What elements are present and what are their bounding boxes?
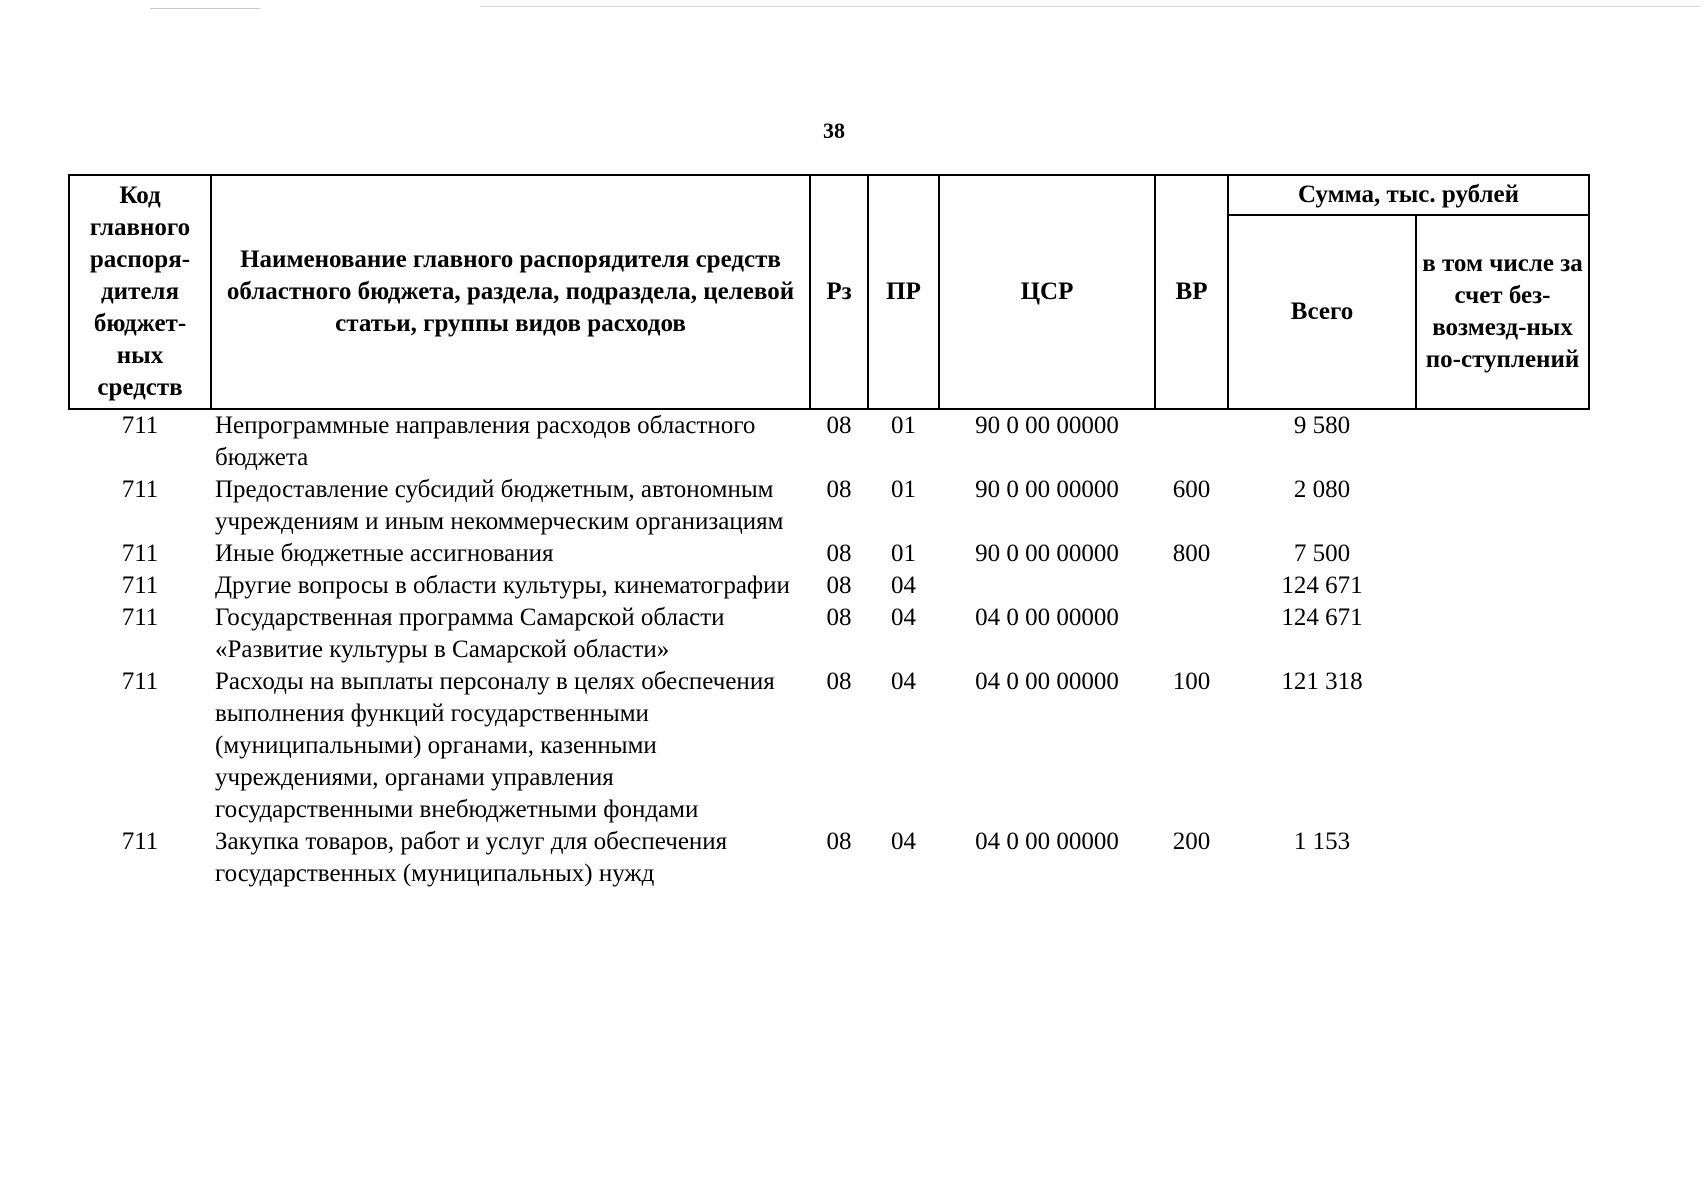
table-row — [69, 538, 1589, 570]
cell-vr: 800 — [1172, 540, 1211, 567]
header-csr: ЦСР — [939, 175, 1155, 409]
cell-pr: 04 — [891, 572, 916, 599]
cell-free — [1416, 538, 1589, 570]
cell-pr: 01 — [891, 476, 916, 503]
cell-free — [1416, 474, 1589, 538]
cell-free — [1416, 666, 1589, 826]
cell-vr: 600 — [1172, 476, 1211, 503]
cell-free — [1416, 570, 1589, 602]
cell-csr: 90 0 00 00000 — [975, 412, 1119, 439]
cell-code: 711 — [121, 668, 159, 695]
cell-rz: 08 — [826, 540, 852, 567]
cell-name: Расходы на выплаты персоналу в целях обеспечения выполнения функций государственными (муниципальными) органами, казенными учреждениями, органами управления государственными внебюджетными фондами — [215, 668, 775, 823]
scan-artifact-line — [150, 8, 260, 9]
table-row — [69, 570, 1589, 602]
header-pr: ПР — [868, 175, 939, 409]
header-total: Всего — [1228, 215, 1416, 409]
cell-csr: 04 0 00 00000 — [975, 828, 1119, 855]
table-header — [69, 175, 1589, 409]
cell-vr — [1155, 570, 1228, 602]
budget-table — [68, 174, 1590, 890]
cell-vr: 200 — [1172, 828, 1211, 855]
header-code: Код главного распоря-дителя бюджет-ных средств — [69, 175, 211, 409]
cell-name: Непрограммные направления расходов областного бюджета — [215, 412, 756, 471]
header-name: Наименование главного распорядителя средств областного бюджета, раздела, подраздела, целевой статьи, группы видов расходов — [211, 175, 810, 409]
header-free: в том числе за счет без-возмезд-ных по-ступлений — [1416, 215, 1589, 409]
header-rz: Рз — [810, 175, 868, 409]
cell-csr: 90 0 00 00000 — [975, 540, 1119, 567]
header-sum: Сумма, тыс. рублей — [1228, 175, 1589, 215]
cell-total: 9 580 — [1293, 412, 1351, 439]
cell-code: 711 — [121, 412, 159, 439]
cell-total: 124 671 — [1281, 604, 1363, 631]
cell-pr: 04 — [891, 828, 916, 855]
cell-pr: 01 — [891, 412, 916, 439]
cell-pr: 04 — [891, 668, 916, 695]
cell-vr — [1155, 602, 1228, 666]
cell-pr: 01 — [891, 540, 916, 567]
cell-total: 124 671 — [1281, 572, 1363, 599]
header-vr: ВР — [1155, 175, 1228, 409]
table-body — [69, 409, 1589, 890]
cell-total: 7 500 — [1293, 540, 1351, 567]
table-row — [69, 826, 1589, 890]
cell-total: 1 153 — [1293, 828, 1351, 855]
cell-free — [1416, 826, 1589, 890]
cell-vr: 100 — [1172, 668, 1211, 695]
cell-code: 711 — [121, 828, 159, 855]
cell-name: Закупка товаров, работ и услуг для обеспечения государственных (муниципальных) нужд — [215, 828, 728, 887]
cell-free — [1416, 409, 1589, 474]
cell-rz: 08 — [826, 412, 852, 439]
cell-csr — [939, 570, 1155, 602]
cell-rz: 08 — [826, 668, 852, 695]
cell-name: Государственная программа Самарской области «Развитие культуры в Самарской области» — [215, 604, 725, 663]
cell-csr: 90 0 00 00000 — [975, 476, 1119, 503]
cell-vr — [1155, 409, 1228, 474]
cell-code: 711 — [121, 604, 159, 631]
cell-total: 2 080 — [1293, 476, 1351, 503]
cell-name: Другие вопросы в области культуры, кинематографии — [215, 572, 790, 599]
cell-rz: 08 — [826, 604, 852, 631]
cell-code: 711 — [121, 572, 159, 599]
cell-free — [1416, 602, 1589, 666]
cell-name: Предоставление субсидий бюджетным, автономным учреждениям и иным некоммерческим организациям — [215, 476, 784, 535]
table-row — [69, 474, 1589, 538]
cell-name: Иные бюджетные ассигнования — [215, 540, 554, 567]
cell-pr: 04 — [891, 604, 916, 631]
scan-artifact-line — [480, 6, 1700, 7]
cell-csr: 04 0 00 00000 — [975, 668, 1119, 695]
table-row — [69, 666, 1589, 826]
cell-code: 711 — [121, 476, 159, 503]
cell-rz: 08 — [826, 828, 852, 855]
cell-rz: 08 — [826, 572, 852, 599]
table-row — [69, 602, 1589, 666]
cell-rz: 08 — [826, 476, 852, 503]
cell-csr: 04 0 00 00000 — [975, 604, 1119, 631]
page-number: 38 — [823, 118, 845, 143]
cell-code: 711 — [121, 540, 159, 567]
table-row — [69, 409, 1589, 474]
cell-total: 121 318 — [1281, 668, 1363, 695]
